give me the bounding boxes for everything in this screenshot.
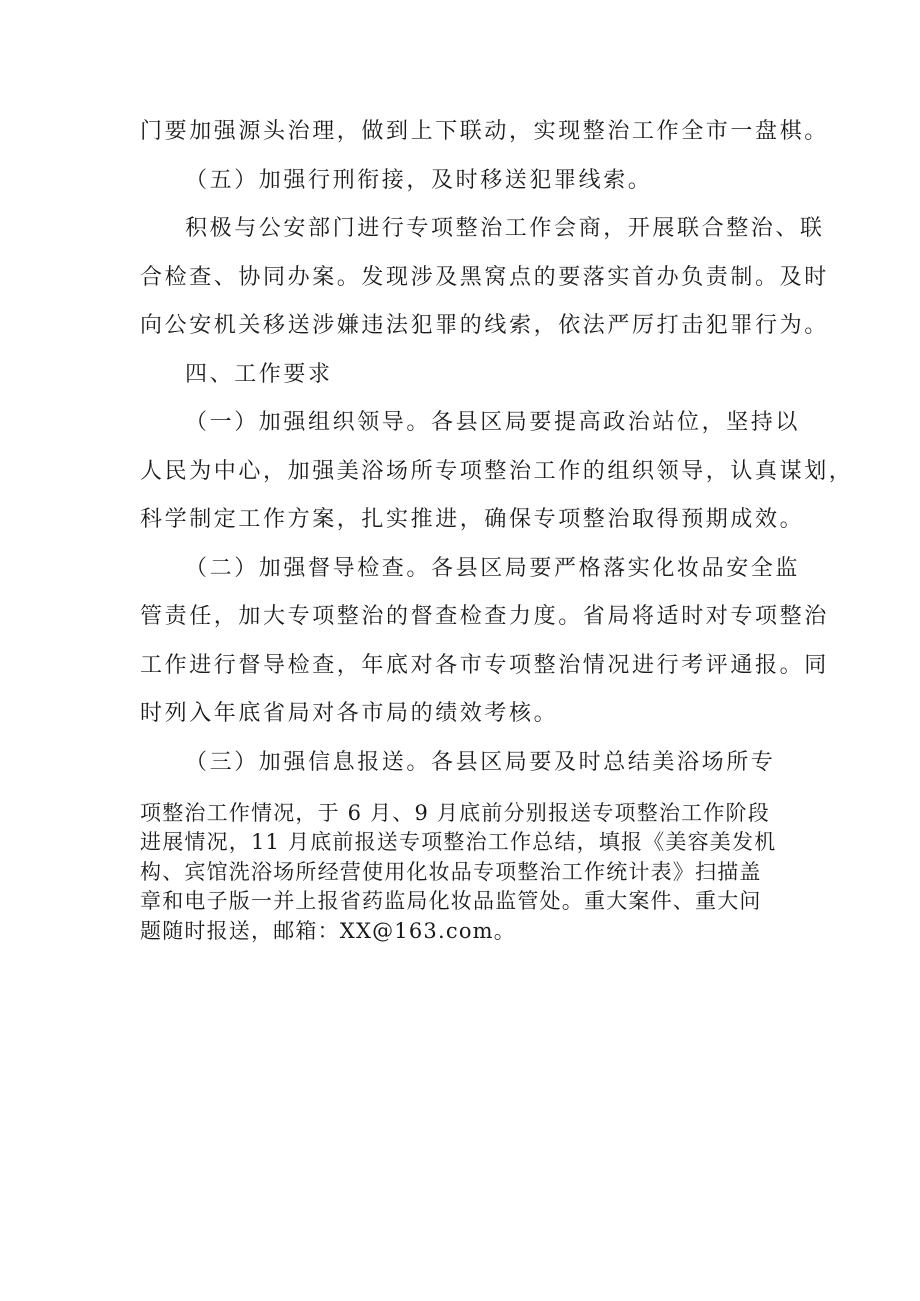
paragraph-line: 项整治工作情况，于 6 月、9 月底前分别报送专项整治工作阶段 [140, 801, 770, 825]
paragraph-line: 时列入年底省局对各市局的绩效考核。 [140, 701, 559, 726]
paragraph-line: 工作进行督导检查，年底对各市专项整治情况进行考评通报。同 [140, 653, 829, 678]
subsection-heading-3: （三）加强信息报送。各县区局要及时总结美浴场所专 [185, 750, 776, 775]
chapter-heading-4: 四、工作要求 [185, 362, 333, 387]
paragraph-line: 管责任，加大专项整治的督查检查力度。省局将适时对专项整治 [140, 604, 829, 629]
paragraph-line: 章和电子版一并上报省药监局化妆品监管处。重大案件、重大问 [140, 889, 762, 913]
paragraph-line: 积极与公安部门进行专项整治工作会商，开展联合整治、联 [185, 216, 825, 241]
paragraph-line: 门要加强源头治理，做到上下联动，实现整治工作全市一盘棋。 [140, 119, 829, 144]
paragraph-line: 科学制定工作方案，扎实推进，确保专项整治取得预期成效。 [140, 507, 805, 532]
paragraph-line: 合检查、协同办案。发现涉及黑窝点的要落实首办负责制。及时 [140, 265, 829, 290]
email-line: 题随时报送，邮箱：XX@163.com。 [140, 919, 516, 943]
subsection-heading-1: （一）加强组织领导。各县区局要提高政治站位，坚持以 [185, 410, 801, 435]
subsection-heading-2: （二）加强督导检查。各县区局要严格落实化妆品安全监 [185, 556, 801, 581]
section-heading-5: （五）加强行刑衔接，及时移送犯罪线索。 [185, 168, 653, 193]
paragraph-line: 进展情况，11 月底前报送专项整治工作总结，填报《美容美发机 [140, 830, 777, 854]
paragraph-line: 构、宾馆洗浴场所经营使用化妆品专项整治工作统计表》扫描盖 [140, 860, 762, 884]
paragraph-line: 人民为中心，加强美浴场所专项整治工作的组织领导，认真谋划， [140, 459, 854, 484]
paragraph-line: 向公安机关移送涉嫌违法犯罪的线索，依法严厉打击犯罪行为。 [140, 313, 829, 338]
